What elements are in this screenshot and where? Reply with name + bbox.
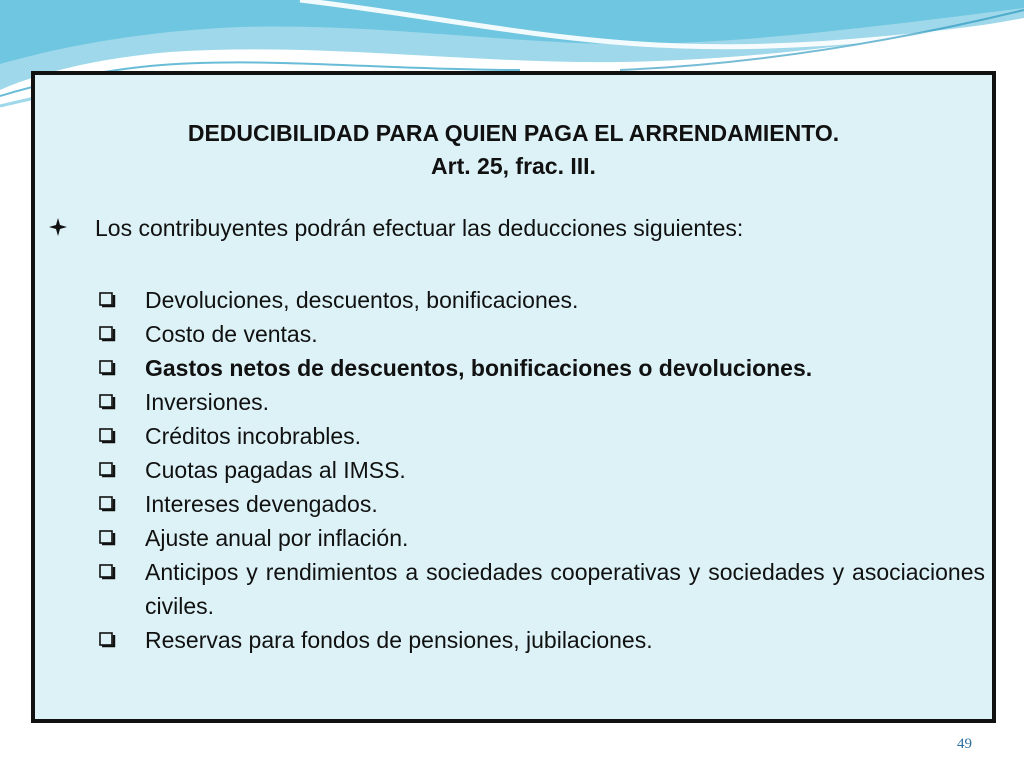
intro-text: Los contribuyentes podrán efectuar las deducciones siguientes:: [95, 215, 744, 241]
list-item-text: Anticipos y rendimientos a sociedades cooperativas y sociedades y asociaciones civiles.: [145, 559, 985, 619]
list-item: [97, 521, 985, 555]
title-line-1: DEDUCIBILIDAD PARA QUIEN PAGA EL ARRENDAMIENTO.: [187, 120, 840, 146]
list-item: [97, 555, 985, 623]
list-item-text: Intereses devengados.: [145, 491, 378, 517]
list-item: [97, 623, 985, 657]
list-item: [97, 385, 985, 419]
list-item: [97, 487, 985, 521]
checkbox-bullet-icon: [99, 360, 117, 376]
checkbox-bullet-icon: [99, 462, 117, 478]
list-item: [97, 419, 985, 453]
diamond-bullet-icon: [49, 213, 95, 243]
list-item-text: Devoluciones, descuentos, bonificaciones.: [145, 287, 579, 313]
list-item: [97, 351, 985, 385]
list-item: [97, 317, 985, 351]
list-item-text: Gastos netos de descuentos, bonificaciones o devoluciones.: [145, 355, 813, 381]
list-item-text: Cuotas pagadas al IMSS.: [145, 457, 406, 483]
list-item: [97, 283, 985, 317]
checkbox-bullet-icon: [99, 564, 117, 580]
intro-paragraph: [49, 213, 743, 243]
list-item-text: Costo de ventas.: [145, 321, 318, 347]
list-item-text: Reservas para fondos de pensiones, jubilaciones.: [145, 627, 653, 653]
content-box: [31, 71, 996, 723]
checkbox-bullet-icon: [99, 394, 117, 410]
checkbox-bullet-icon: [99, 530, 117, 546]
deductions-list: [97, 283, 985, 657]
checkbox-bullet-icon: [99, 632, 117, 648]
list-item: [97, 453, 985, 487]
list-item-text: Inversiones.: [145, 389, 270, 415]
slide-title: [35, 117, 992, 183]
checkbox-bullet-icon: [99, 326, 117, 342]
checkbox-bullet-icon: [99, 292, 117, 308]
title-line-2: Art. 25, frac. III.: [431, 153, 596, 179]
checkbox-bullet-icon: [99, 428, 117, 444]
checkbox-bullet-icon: [99, 496, 117, 512]
list-item-text: Créditos incobrables.: [145, 423, 362, 449]
page-number: 49: [957, 736, 972, 752]
list-item-text: Ajuste anual por inflación.: [145, 525, 409, 551]
